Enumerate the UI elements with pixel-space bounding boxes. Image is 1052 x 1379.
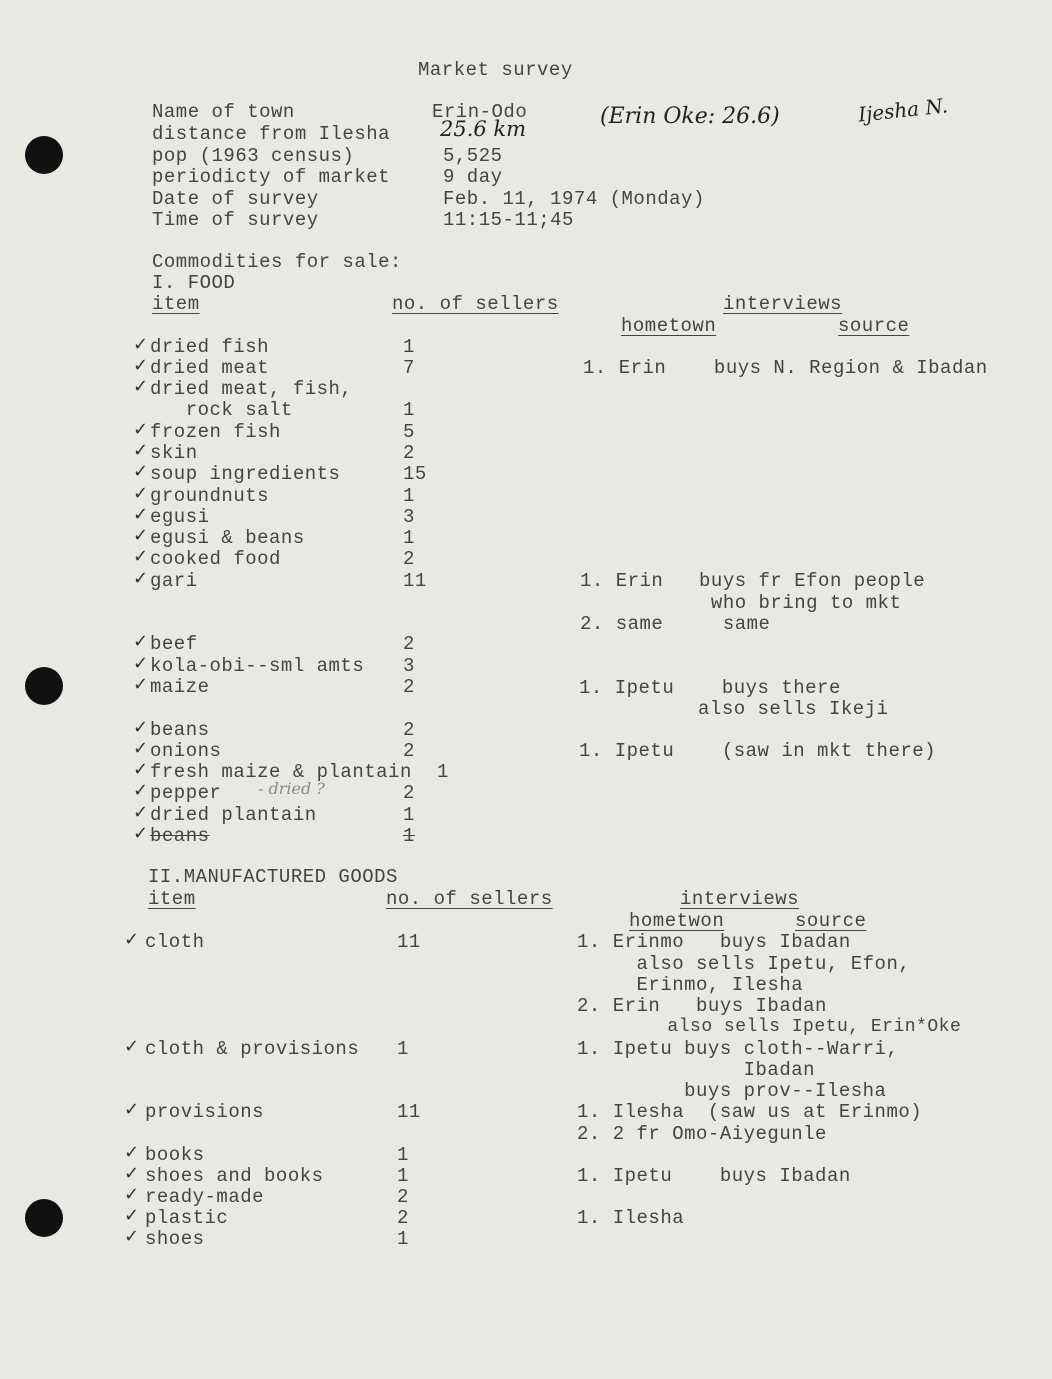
mfg-interview: 2. 2 fr Omo-Aiyegunle [577,1123,827,1145]
food-item-name: kola-obi--sml amts [150,655,365,677]
food-seller-count: 2 [403,676,415,698]
mfg-col-item: item [148,888,196,910]
check-mark-icon: ✓ [133,440,149,461]
check-mark-icon: ✓ [133,738,149,759]
check-mark-icon: ✓ [124,1036,140,1057]
food-seller-count: 1 [403,825,415,847]
distance-value: 25.6 km [440,117,527,141]
manufactured-heading: II.MANUFACTURED GOODS [148,866,398,888]
food-item-name: fresh maize & plantain [150,761,412,783]
food-interview: who bring to mkt [580,592,902,614]
food-item-name: rock salt [150,399,293,421]
food-seller-count: 7 [403,357,415,379]
food-seller-count: 11 [403,570,427,592]
food-item-name: egusi [150,506,210,528]
check-mark-icon: ✓ [133,717,149,738]
food-seller-count: 1 [403,336,415,358]
mfg-interview: also sells Ipetu, Erin*Oke [577,1017,962,1037]
check-mark-icon: ✓ [133,823,149,844]
periodicity-value: 9 day [443,166,503,188]
food-col-interviews: interviews [723,293,843,315]
food-item-name: dried meat, fish, [150,378,353,400]
food-item-name: gari [150,570,198,592]
mfg-item-name: books [145,1144,205,1166]
name-label: Name of town [152,101,295,123]
food-item-name: onions [150,740,222,762]
food-interview: 1. Erin buys N. Region & Ibadan [583,357,988,379]
check-mark-icon: ✓ [133,504,149,525]
check-mark-icon: ✓ [133,780,149,801]
mfg-seller-count: 1 [397,1038,409,1060]
mfg-col-sellers: no. of sellers [386,888,553,910]
check-mark-icon: ✓ [133,546,149,567]
food-seller-count: 2 [403,442,415,464]
food-item-name: pepper [150,782,222,804]
check-mark-icon: ✓ [133,461,149,482]
mfg-seller-count: 2 [397,1186,409,1208]
check-mark-icon: ✓ [124,1163,140,1184]
mfg-item-name: cloth [145,931,205,953]
food-item-name: skin [150,442,198,464]
mfg-interview: Erinmo, Ilesha [577,974,804,996]
food-item-name: dried meat [150,357,270,379]
food-col-sellers: no. of sellers [392,293,559,315]
food-seller-count: 1 [437,761,449,783]
check-mark-icon: ✓ [124,1226,140,1247]
mfg-item-name: cloth & provisions [145,1038,360,1060]
mfg-seller-count: 1 [397,1144,409,1166]
food-item-name: beans [150,825,210,847]
periodicity-label: periodicty of market [152,166,391,188]
punch-hole [25,667,63,705]
pop-label: pop (1963 census) [152,145,355,167]
food-seller-count: 1 [403,527,415,549]
food-seller-count: 15 [403,463,427,485]
food-interview: 1. Erin buys fr Efon people [580,570,926,592]
check-mark-icon: ✓ [124,1184,140,1205]
food-item-name: soup ingredients [150,463,341,485]
check-mark-icon: ✓ [133,334,149,355]
food-seller-count: 2 [403,782,415,804]
date-value: Feb. 11, 1974 (Monday) [443,188,705,210]
check-mark-icon: ✓ [133,631,149,652]
food-interview: 1. Ipetu (saw in mkt there) [579,740,937,762]
food-item-name: maize [150,676,210,698]
name-value: Erin-Odo [432,101,528,123]
food-seller-count: 1 [403,399,415,421]
check-mark-icon: ✓ [133,376,149,397]
mfg-interview: 1. Erinmo buys Ibadan [577,931,851,953]
check-mark-icon: ✓ [133,674,149,695]
food-col-hometown: hometown [621,315,717,337]
food-item-name: beef [150,633,198,655]
mfg-interview: buys prov--Ilesha [577,1080,887,1102]
mfg-item-name: plastic [145,1207,229,1229]
mfg-interview: Ibadan [577,1059,816,1081]
food-seller-count: 3 [403,655,415,677]
mfg-seller-count: 1 [397,1165,409,1187]
mfg-interview: 1. Ilesha [577,1207,685,1229]
time-label: Time of survey [152,209,319,231]
mfg-interview: 2. Erin buys Ibadan [577,995,827,1017]
food-interview: 2. same same [580,613,771,635]
check-mark-icon: ✓ [133,483,149,504]
mfg-col-source: source [795,910,867,932]
check-mark-icon: ✓ [124,929,140,950]
mfg-interview: 1. Ilesha (saw us at Erinmo) [577,1101,923,1123]
food-interview: also sells Ikeji [579,698,889,720]
mfg-seller-count: 11 [397,931,421,953]
food-item-name: cooked food [150,548,281,570]
punch-hole [25,1199,63,1237]
page-title: Market survey [418,59,573,81]
mfg-col-hometown: hometwon [629,910,725,932]
food-seller-count: 2 [403,740,415,762]
food-col-source: source [838,315,910,337]
punch-hole [25,136,63,174]
mfg-seller-count: 1 [397,1228,409,1250]
mfg-interview: 1. Ipetu buys cloth--Warri, [577,1038,899,1060]
check-mark-icon: ✓ [133,759,149,780]
check-mark-icon: ✓ [124,1205,140,1226]
ijesha-note: Ijesha N. [856,93,949,127]
mfg-col-interviews: interviews [680,888,800,910]
date-label: Date of survey [152,188,319,210]
food-seller-count: 1 [403,485,415,507]
food-heading: I. FOOD [152,272,236,294]
mfg-item-name: shoes [145,1228,205,1250]
pop-value: 5,525 [443,145,503,167]
check-mark-icon: ✓ [124,1142,140,1163]
food-item-name: beans [150,719,210,741]
mfg-item-name: shoes and books [145,1165,324,1187]
food-item-name: frozen fish [150,421,281,443]
time-value: 11:15-11;45 [443,209,574,231]
check-mark-icon: ✓ [133,355,149,376]
commodities-label: Commodities for sale: [152,251,402,273]
mfg-seller-count: 2 [397,1207,409,1229]
check-mark-icon: ✓ [133,419,149,440]
mfg-item-name: ready-made [145,1186,265,1208]
food-interview: 1. Ipetu buys there [579,677,841,699]
food-seller-count: 1 [403,804,415,826]
mfg-seller-count: 11 [397,1101,421,1123]
check-mark-icon: ✓ [133,525,149,546]
food-item-name: egusi & beans [150,527,305,549]
food-seller-count: 2 [403,633,415,655]
food-seller-count: 5 [403,421,415,443]
pepper-note: - dried ? [258,779,325,798]
mfg-interview: 1. Ipetu buys Ibadan [577,1165,851,1187]
mfg-item-name: provisions [145,1101,265,1123]
distance-label: distance from Ilesha [152,123,391,145]
check-mark-icon: ✓ [124,1099,140,1120]
check-mark-icon: ✓ [133,653,149,674]
food-seller-count: 3 [403,506,415,528]
food-seller-count: 2 [403,719,415,741]
food-col-item: item [152,293,200,315]
food-seller-count: 2 [403,548,415,570]
mfg-interview: also sells Ipetu, Efon, [577,953,911,975]
food-item-name: dried plantain [150,804,317,826]
food-item-name: dried fish [150,336,270,358]
check-mark-icon: ✓ [133,568,149,589]
erin-oke-note: (Erin Oke: 26.6) [600,104,780,129]
food-item-name: groundnuts [150,485,270,507]
check-mark-icon: ✓ [133,802,149,823]
